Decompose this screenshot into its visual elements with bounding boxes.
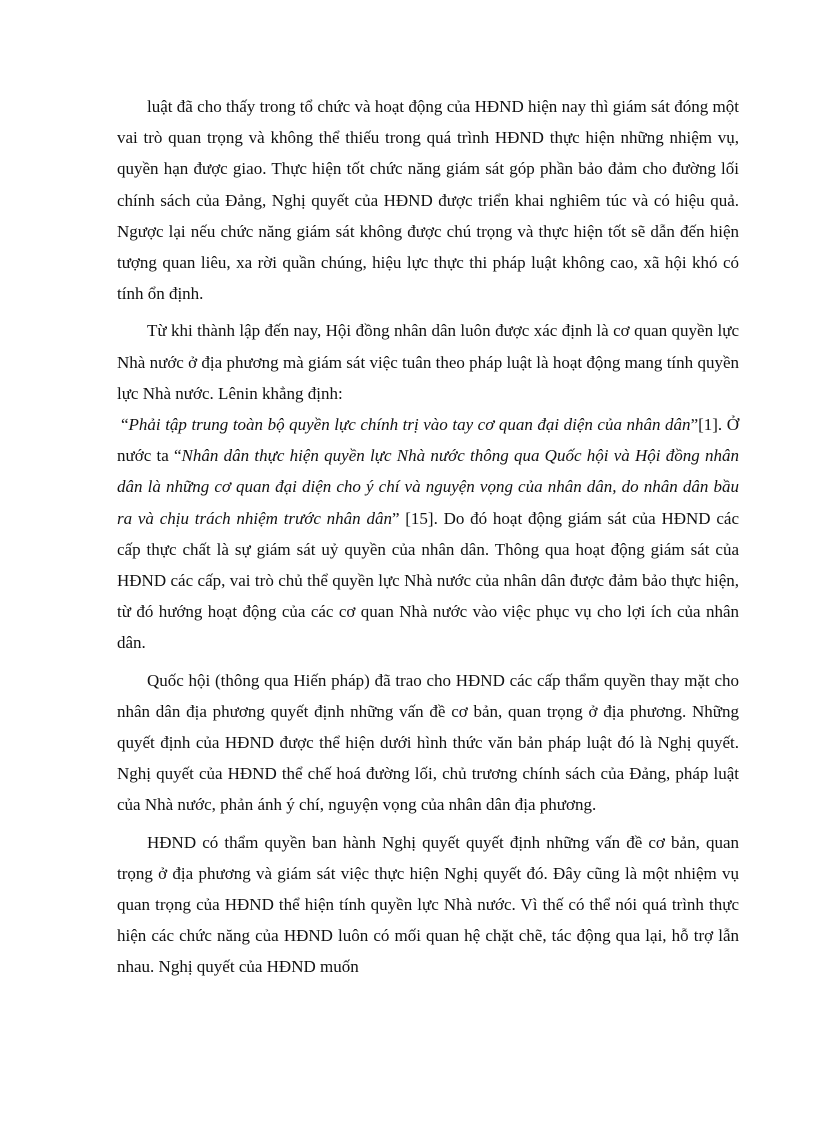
paragraph-5: HĐND có thẩm quyền ban hành Nghị quyết quyết định những vấn đề cơ bản, quan trọng ở địa phương và giám sát việc thực hiện Nghị quyết đó. Đây cũng là một nhiệm vụ quan trọng của HĐND thể hiện tính quyền lực Nhà nước. Vì thế có thể nói quá trình thực hiện các chức năng của HĐND luôn có mối quan hệ chặt chẽ, tác động qua lại, hỗ trợ lẫn nhau. Nghị quyết của HĐND muốn [117,832,739,977]
lenin-quote: Phải tập trung toàn bộ quyền lực chính trị vào tay cơ quan đại diện của nhân dân [128,415,691,435]
document-body [117,91,739,983]
paragraph-2: Từ khi thành lập đến nay, Hội đồng nhân dân luôn được xác định là cơ quan quyền lực Nhà nước ở địa phương mà giám sát việc tuân theo pháp luật là hoạt động mang tính quyền lực Nhà nước. Lênin khẳng định: [117,321,739,403]
constitution-quote: Nhân dân thực hiện quyền lực Nhà nước thông qua Quốc hội và Hội đồng nhân dân là những cơ quan đại diện cho ý chí và nguyện vọng của nhân dân, do nhân dân bầu ra và chịu trách nhiệm trước nhân dân [117,446,739,528]
paragraph-3-quotes [117,409,739,659]
paragraph-4: Quốc hội (thông qua Hiến pháp) đã trao cho HĐND các cấp thẩm quyền thay mặt cho nhân dân địa phương quyết định những vấn đề cơ bản, quan trọng ở địa phương. Những quyết định của HĐND được thể hiện dưới hình thức văn bản pháp luật đó là Nghị quyết. Nghị quyết của HĐND thể chế hoá đường lối, chủ trương chính sách của Đảng, pháp luật của Nhà nước, phản ánh ý chí, nguyện vọng của nhân dân địa phương. [117,670,739,815]
paragraph-3-tail: Do đó hoạt động giám sát của HĐND các cấp thực chất là sự giám sát uỷ quyền của nhân dân. Thông qua hoạt động giám sát của HĐND các cấp, vai trò chủ thể quyền lực Nhà nước của nhân dân được đảm bảo thực hiện, từ đó hướng hoạt động của các cơ quan Nhà nước vào việc phục vụ cho lợi ích của nhân dân. [117,508,739,653]
citation-1: ”[1]. Ở nước ta “ [117,415,739,466]
paragraph-1: luật đã cho thấy trong tổ chức và hoạt động của HĐND hiện nay thì giám sát đóng một vai trò quan trọng và không thể thiếu trong quá trình HĐND thực hiện những nhiệm vụ, quyền hạn được giao. Thực hiện tốt chức năng giám sát góp phần bảo đảm cho đường lối chính sách của Đảng, Nghị quyết của HĐND được triển khai nghiêm túc và có hiệu quả. Ngược lại nếu chức năng giám sát không được chú trọng và thực hiện tốt sẽ dẫn đến hiện tượng quan liêu, xa rời quần chúng, hiệu lực thực thi pháp luật không cao, xã hội khó có tính ổn định. [117,97,739,304]
quote-open-mark: “ [121,415,129,435]
citation-15: ” [15]. [391,508,438,528]
